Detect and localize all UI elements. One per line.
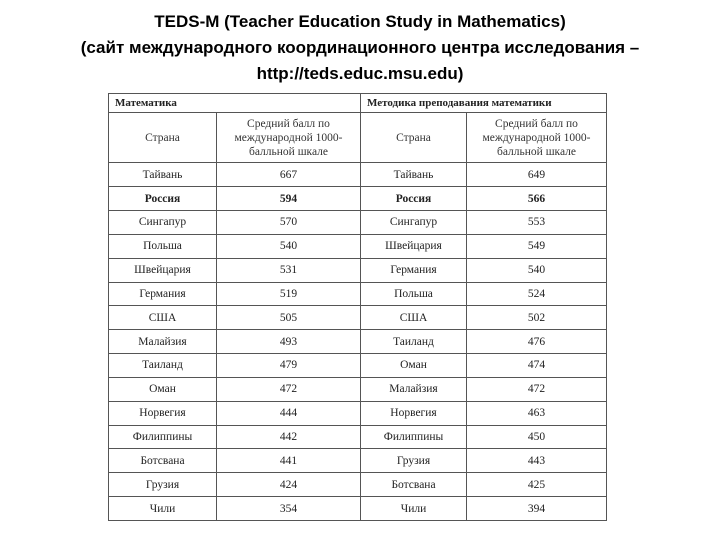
table-row	[109, 210, 607, 234]
slide-title	[0, 9, 720, 87]
math-score-cell: 531	[217, 258, 361, 282]
math-score-cell: 570	[217, 210, 361, 234]
math-score-cell: 519	[217, 282, 361, 306]
math-country-cell: Норвегия	[109, 401, 217, 425]
section-header-row	[109, 94, 607, 113]
column-header-row	[109, 113, 607, 163]
table-row	[109, 330, 607, 354]
table-row	[109, 282, 607, 306]
table-row	[109, 306, 607, 330]
math-country-cell: Россия	[109, 187, 217, 211]
methods-score-cell: 463	[467, 401, 607, 425]
table-row	[109, 354, 607, 378]
methods-score-cell: 553	[467, 210, 607, 234]
math-country-cell: Чили	[109, 497, 217, 521]
methods-score-cell: 566	[467, 187, 607, 211]
table-row	[109, 163, 607, 187]
math-score-cell: 540	[217, 234, 361, 258]
math-country-cell: Сингапур	[109, 210, 217, 234]
methods-country-cell: Польша	[361, 282, 467, 306]
math-score-cell: 424	[217, 473, 361, 497]
math-country-cell: Тайвань	[109, 163, 217, 187]
methods-country-cell: Оман	[361, 354, 467, 378]
methods-country-cell: Филиппины	[361, 425, 467, 449]
title-line-1: TEDS-M (Teacher Education Study in Mathematics)	[154, 12, 566, 31]
math-score-cell: 354	[217, 497, 361, 521]
methods-score-cell: 540	[467, 258, 607, 282]
methods-country-cell: Таиланд	[361, 330, 467, 354]
methods-score-header: Средний балл по международной 1000-балльной шкале	[467, 113, 607, 163]
math-country-cell: США	[109, 306, 217, 330]
table-row	[109, 473, 607, 497]
table-row	[109, 497, 607, 521]
methods-score-cell: 425	[467, 473, 607, 497]
math-score-cell: 493	[217, 330, 361, 354]
math-country-header: Страна	[109, 113, 217, 163]
methods-country-cell: Ботсвана	[361, 473, 467, 497]
methods-score-cell: 476	[467, 330, 607, 354]
methods-score-cell: 474	[467, 354, 607, 378]
methods-country-cell: Норвегия	[361, 401, 467, 425]
math-score-cell: 594	[217, 187, 361, 211]
table-row	[109, 449, 607, 473]
math-score-cell: 472	[217, 377, 361, 401]
methods-score-cell: 649	[467, 163, 607, 187]
math-country-cell: Грузия	[109, 473, 217, 497]
methods-country-cell: Чили	[361, 497, 467, 521]
table-row	[109, 401, 607, 425]
table-row	[109, 234, 607, 258]
math-score-cell: 667	[217, 163, 361, 187]
math-score-cell: 479	[217, 354, 361, 378]
math-country-cell: Ботсвана	[109, 449, 217, 473]
methods-country-cell: Сингапур	[361, 210, 467, 234]
title-line-3: http://teds.educ.msu.edu)	[256, 64, 464, 83]
methods-score-cell: 450	[467, 425, 607, 449]
table-row	[109, 425, 607, 449]
methods-score-cell: 443	[467, 449, 607, 473]
results-table	[108, 93, 607, 521]
methods-score-cell: 394	[467, 497, 607, 521]
methods-country-cell: Германия	[361, 258, 467, 282]
methods-country-cell: Малайзия	[361, 377, 467, 401]
math-score-cell: 441	[217, 449, 361, 473]
math-score-header: Средний балл по международной 1000-балльной шкале	[217, 113, 361, 163]
methods-country-header: Страна	[361, 113, 467, 163]
math-country-cell: Таиланд	[109, 354, 217, 378]
math-score-cell: 442	[217, 425, 361, 449]
table-row	[109, 187, 607, 211]
math-country-cell: Швейцария	[109, 258, 217, 282]
methods-country-cell: Грузия	[361, 449, 467, 473]
math-country-cell: Польша	[109, 234, 217, 258]
math-country-cell: Филиппины	[109, 425, 217, 449]
methods-country-cell: США	[361, 306, 467, 330]
math-country-cell: Малайзия	[109, 330, 217, 354]
methods-country-cell: Россия	[361, 187, 467, 211]
methods-country-cell: Тайвань	[361, 163, 467, 187]
methods-score-cell: 472	[467, 377, 607, 401]
math-section-header: Математика	[109, 94, 361, 113]
table-row	[109, 258, 607, 282]
table-row	[109, 377, 607, 401]
math-score-cell: 505	[217, 306, 361, 330]
math-score-cell: 444	[217, 401, 361, 425]
methods-score-cell: 524	[467, 282, 607, 306]
methods-section-header: Методика преподавания математики	[361, 94, 607, 113]
methods-country-cell: Швейцария	[361, 234, 467, 258]
math-country-cell: Оман	[109, 377, 217, 401]
title-line-2: (сайт международного координационного центра исследования –	[80, 38, 640, 57]
methods-score-cell: 502	[467, 306, 607, 330]
methods-score-cell: 549	[467, 234, 607, 258]
math-country-cell: Германия	[109, 282, 217, 306]
